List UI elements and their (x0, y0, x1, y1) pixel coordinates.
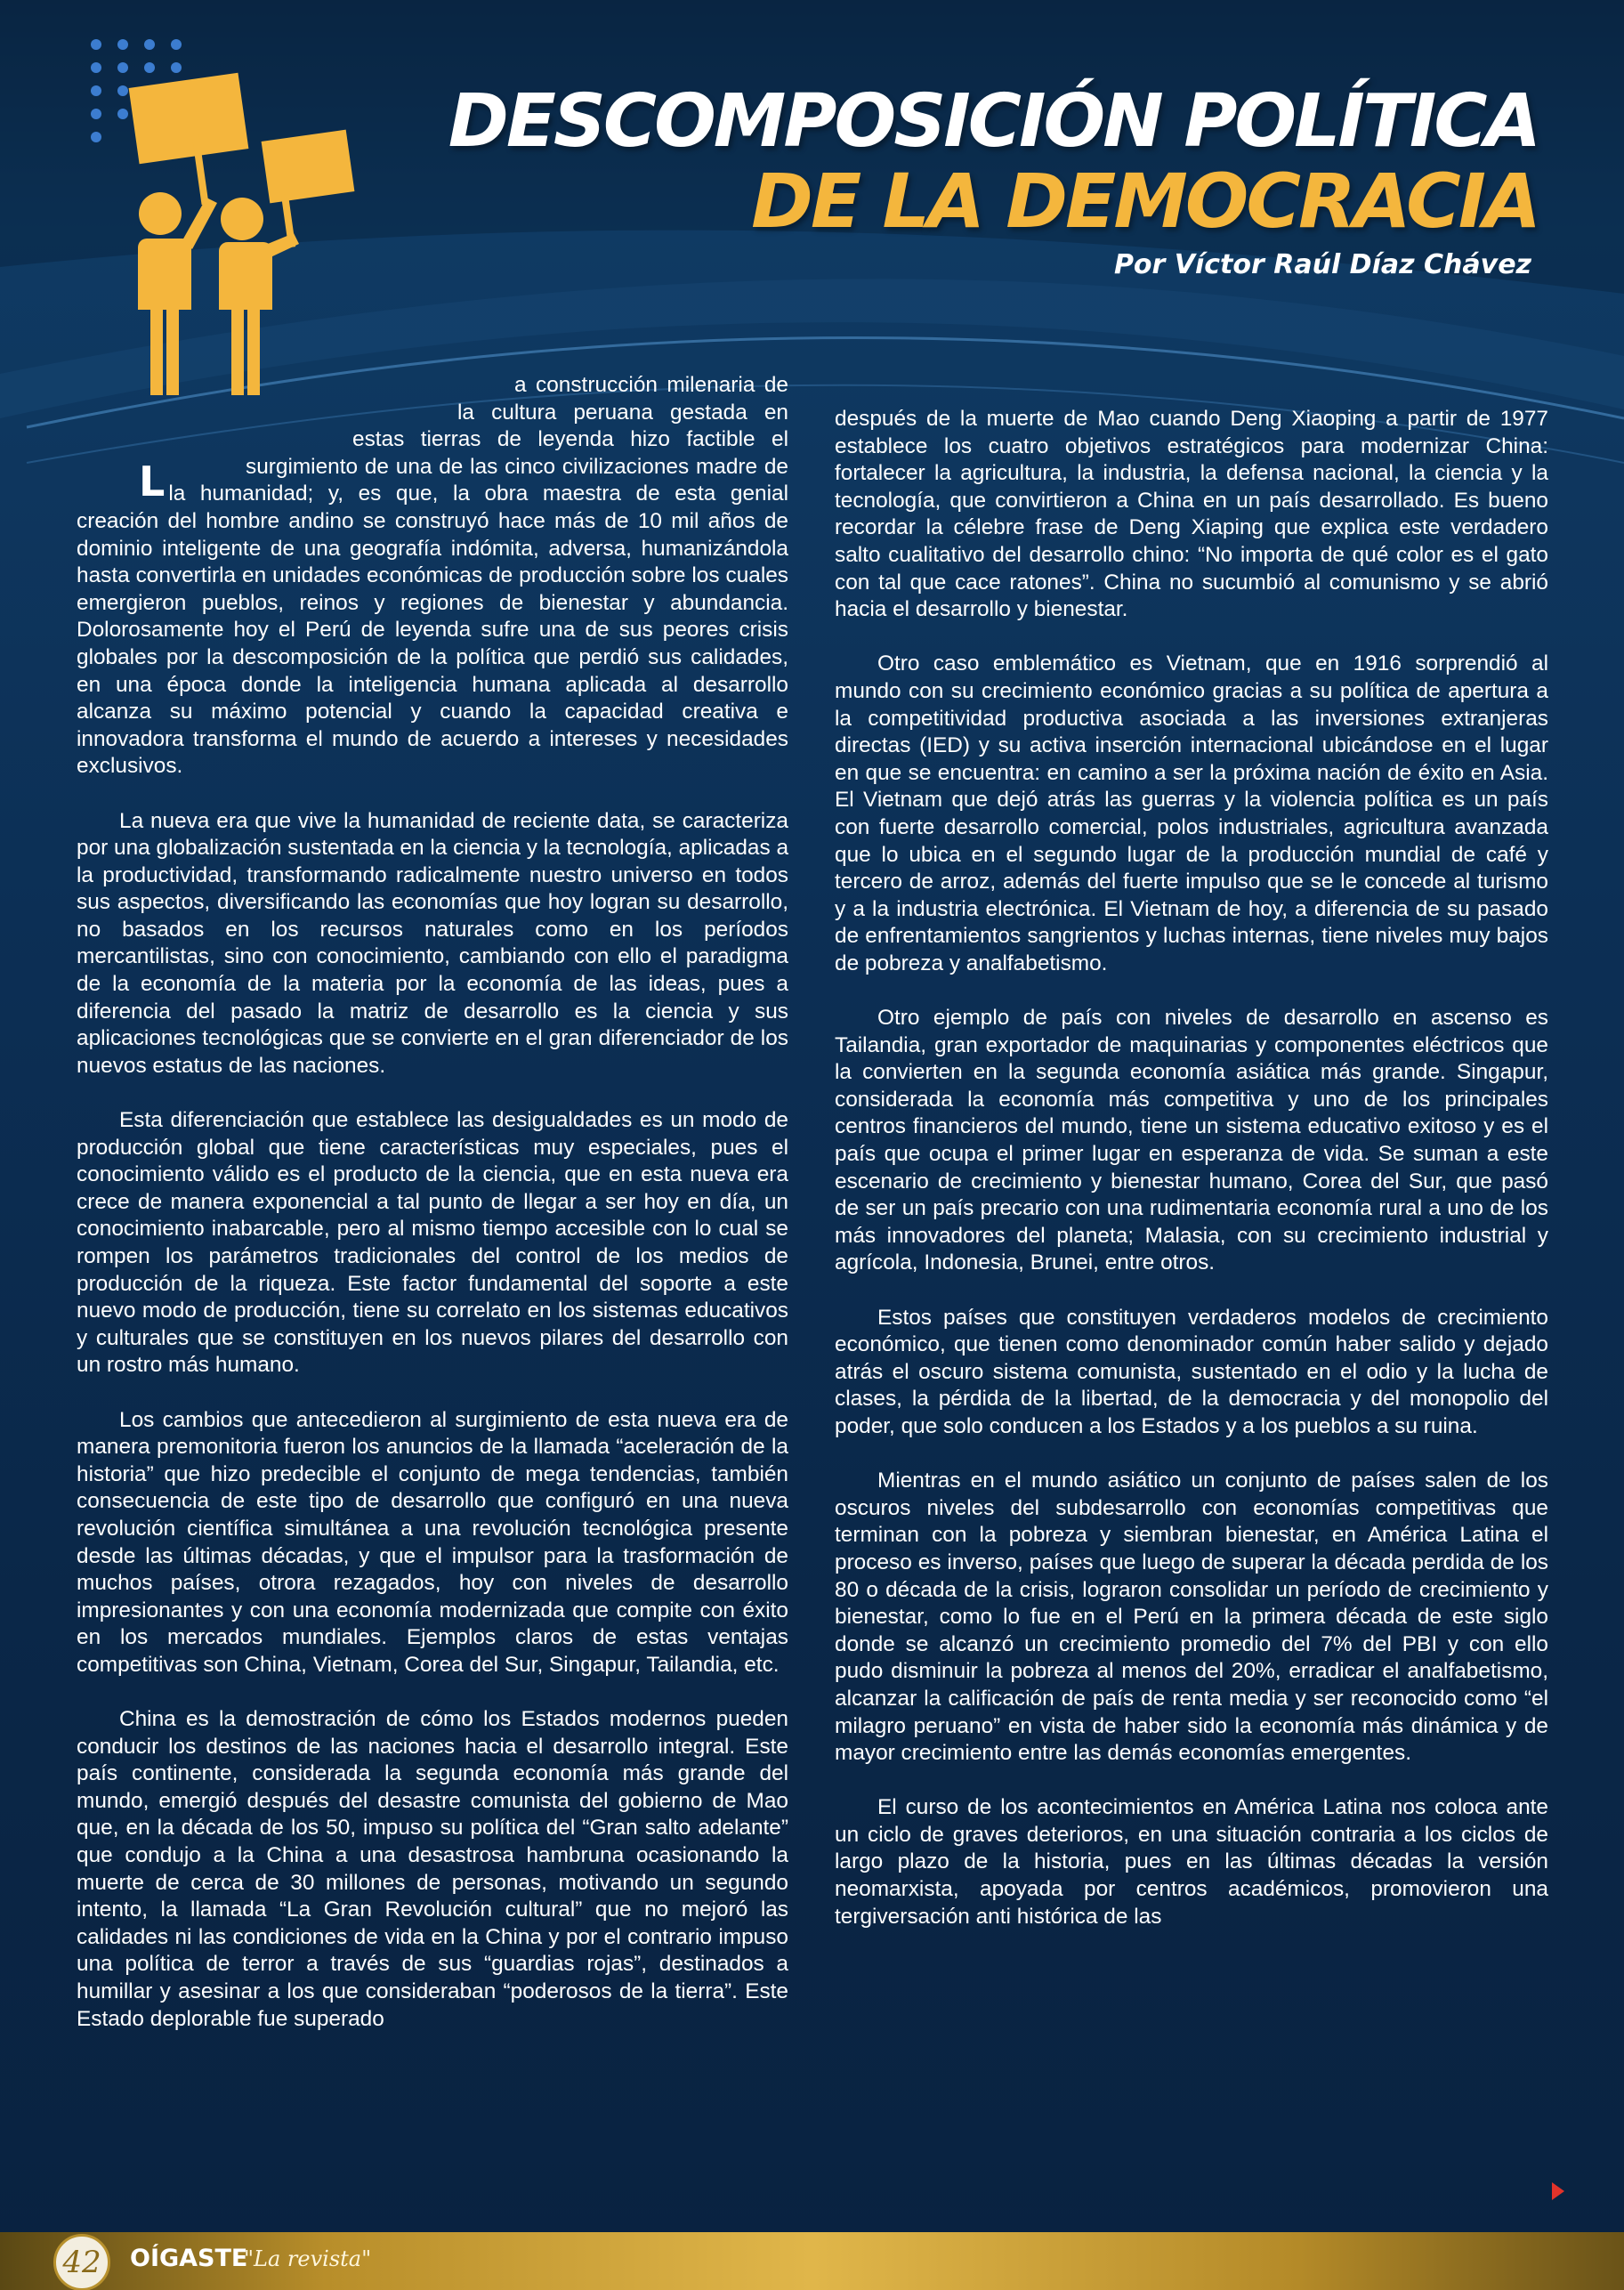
page-number-badge (53, 2234, 110, 2290)
magazine-tagline: "La revista" (244, 2246, 372, 2271)
article-paragraph: Esta diferenciación que establece las desigualdades es un modo de producción global que tiene características muy especiales, pues el conocimiento válido es el producto de la ciencia, que en esta nueva era crece de manera exponencial a tal punto de llegar a ser hoy en día, un conocimiento inabarcable, pero al mismo tiempo accesible con lo cual se rompen los parámetros tradicionales del control de los medios de producción de la riqueza. Este factor fundamental del soporte a este nuevo modo de producción, tiene su correlato en los sistemas educativos y culturales que se constituyen en los nuevos pilares del desarrollo con un rostro más humano. (77, 1108, 788, 1378)
page-number: 42 (62, 2245, 101, 2280)
article-paragraph: Estos países que constituyen verdaderos modelos de crecimiento económico, que tienen como denominador común haber salido y dejado atrás el oscuro sistema comunista, sustentado en el odio y la lucha de clases, la pérdida de la libertad, de la democracia y del monopolio del poder, que solo conducen a los Estados y a los pueblos a su ruina. (835, 1305, 1548, 1438)
paragraph-text: a construcción milenaria de la cultura peruana gestada en estas tierras de leyenda hizo factible el surgimiento de una de las cinco civilizaciones madre de la humanidad; y, es que, la obra maestra de esta genial creación del hombre andino se construyó hace más de 10 mil años de dominio inteligente de una geografía indómita, adversa, humanizándola hasta convertirla en unidades económicas de producción sobre los cuales emergieron pueblos, reinos y regiones de bienestar y abundancia. Dolorosamente hoy el Perú de leyenda sufre una de sus peores crisis globales por la descomposición de la política que perdió sus calidades, en una época donde la inteligencia humana aplicada al desarrollo alcanza su máximo potencial y cuando la capacidad creativa e innovadora transforma el mundo de acuerdo a intereses y necesidades exclusivos. (77, 373, 788, 779)
title-line-2: DE LA DEMOCRACIA (751, 158, 1539, 245)
article-paragraph: Los cambios que antecedieron al surgimiento de esta nueva era de manera premonitoria fueron los anuncios de la llamada “aceleración de la historia” que hizo predecible el conjunto de mega tendencias, también consecuencia de este tipo de desarrollo que configuró en una nueva revolución científica simultánea a una revolución tecnológica presente desde las últimas décadas, y que el impulsor para la trasformación de muchos países, otrora rezagados, hoy con niveles de desarrollo impresionantes y con una economía modernizada que compite con éxito en los mercados mundiales. Ejemplos claros de estas ventajas competitivas son China, Vietnam, Corea del Sur, Singapur, Tailandia, etc. (77, 1407, 788, 1677)
article-paragraph: Mientras en el mundo asiático un conjunto de países salen de los oscuros niveles del subdesarrollo con economías competitivas que terminan con la pobreza y siembran bienestar, en América Latina el proceso es inverso, países que luego de superar la década perdida de los 80 o década de la crisis, lograron consolidar un período de crecimiento y bienestar, como lo fue en el Perú en la primera década de este siglo donde se alcanzó un crecimiento promedio del 7% del PBI y con ello pudo disminuir la pobreza al menos del 20%, erradicar el analfabetismo, alcanzar la calificación de país de renta media y ser reconocido como “el milagro peruano” en vista de haber sido la economía más dinámica y de mayor crecimiento entre las demás economías emergentes. (835, 1469, 1548, 1766)
title-line-1: DESCOMPOSICIÓN POLÍTICA (448, 79, 1539, 164)
continue-arrow-icon (1552, 2182, 1564, 2200)
article-paragraph: La nueva era que vive la humanidad de reciente data, se caracteriza por una globalización sustentada en la ciencia y la tecnología, aplicadas a la productividad, transformando radicalmente nuestro universo en todos sus aspectos, diversificando las economías que hoy logran su desarrollo, no basados en los recursos naturales como en los períodos mercantilistas, sino con conocimiento, cambiando con ello el paradigma de la economía de la materia por la economía de las ideas, pues a diferencia del pasado la matriz de desarrollo es la ciencia y sus aplicaciones tecnológicas que se convierte en el gran diferenciador de los nuevos estatus de las naciones. (77, 808, 789, 1078)
author-byline: Por Víctor Raúl Díaz Chávez (1113, 249, 1531, 280)
article-paragraph: China es la demostración de cómo los Estados modernos pueden conducir los destinos de las naciones hacia el desarrollo integral. Este país continente, considerada la segunda economía más grande del mundo, emergió después del desastre comunista del gobierno de Mao que, en la década de los 50, impuso su política del “Gran salto adelante” que condujo a la China a una desastrosa hambruna ocasionando la muerte de cerca de 30 millones de personas, motivando un segundo intento, la llamada “La Gran Revolución cultural” que no mejoró las calidades ni las condiciones de vida en la China y por el contrario impuso una política de terror a través de sus “guardias rojas”, destinados a humillar y asesinar a los que consideraban “poderosos de la tierra”. Este Estado deplorable fue superado (77, 1707, 788, 2031)
article-paragraph: Otro caso emblemático es Vietnam, que en 1916 sorprendió al mundo con su crecimiento económico gracias a su política de apertura a la competitividad productiva asociada a las inversiones extranjeras directas (IED) y su activa inserción internacional ubicándose en el lugar en que se encuentra: en camino a ser la próxima nación de éxito en Asia. El Vietnam que dejó atrás las guerras y la violencia política es un país con fuerte desarrollo comercial, polos industriales, agricultura avanzada que lo ubica en el segundo lugar de la producción mundial de café y tercero de arroz, además del fuerte impulso que se le concede al turismo y a la industria electrónica. El Vietnam de hoy, a diferencia de su pasado de enfrentamientos sangrientos y luchas internas, tiene niveles muy bajos de pobreza y analfabetismo. (835, 651, 1548, 975)
left-column (77, 372, 788, 2060)
right-column (835, 406, 1548, 1958)
article-paragraph: El curso de los acontecimientos en América Latina nos coloca ante un ciclo de graves deterioros, en una situación contraria a los ciclos de largo plazo de la historia, pues en las últimas décadas la versión neomarxista, apoyada por centros académicos, promovieron una tergiversación anti histórica de las (835, 1795, 1548, 1929)
magazine-brand: OÍGASTE (130, 2245, 248, 2272)
article-paragraph-continued: después de la muerte de Mao cuando Deng Xiaoping a partir de 1977 establece los cuatro objetivos estratégicos para modernizar China: fortalecer la agricultura, la industria, la defensa nacional, la ciencia y la tecnología, que convirtieron a China en un país desarrollado. Es bueno recordar la célebre frase de Deng Xiaping que explica este verdadero salto cualitativo del desarrollo chino: “No importa de qué color es el gato con tal que cace ratones”. China no sucumbió al comunismo y se abrió hacia el desarrollo y bienestar. (835, 407, 1548, 622)
article-paragraph: Otro ejemplo de país con niveles de desarrollo en ascenso es Tailandia, gran exportador de maquinarias y componentes eléctricos que la convierten en la segunda economía asiática más grande. Singapur, considerada la economía más competitiva y uno de los principales centros financieros del mundo, tiene un sistema educativo exitoso y es el país que ocupa el primer lugar en esperanza de vida. Se suman a este escenario de crecimiento y bienestar humano, Corea del Sur, que pasó de ser un país precario con una rudimentaria economía rural a uno de los más innovadores del planeta; Malasia, con su crecimiento industrial y agrícola, Indonesia, Brunei, entre otros. (835, 1006, 1548, 1275)
drop-cap: L (139, 457, 166, 506)
